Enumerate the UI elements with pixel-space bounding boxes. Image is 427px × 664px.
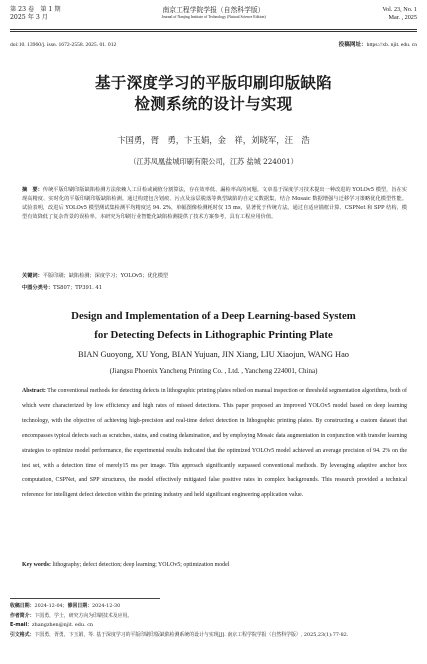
revised-label: 修回日期： <box>67 603 93 609</box>
title-cn-line1: 基于深度学习的平版印刷印版缺陷 <box>94 74 332 92</box>
running-header <box>10 6 417 28</box>
authors-en: BIAN Guoyong, XU Yong, BIAN Yujuan, JIN Xiang, LIU Xiaojun, WANG Hao <box>77 350 349 359</box>
footnote-author <box>10 612 415 622</box>
journal-name-en: Journal of Nanjing Institute of Technology (Natural Science Edition) <box>161 15 266 19</box>
volume-en: Vol. 23, No. 1 <box>382 6 417 13</box>
url-label: 投稿网址： <box>338 42 367 48</box>
url-value: https://xb. njit. edu. cn <box>366 42 417 48</box>
affiliation-cn: （江苏凤凰盐城印刷有限公司，江苏 盐城 224001） <box>129 157 298 166</box>
title-en-line1: Design and Implementation of a Deep Learning-based System <box>71 310 356 322</box>
email-label: E-mail： <box>10 622 33 629</box>
footnote <box>10 602 415 640</box>
author-bio: 卞国勇，学士，研究方向为印刷技术及应用。 <box>34 612 133 619</box>
received-label: 收稿日期： <box>10 603 35 609</box>
revised-date: 2024-12-30 <box>92 603 121 609</box>
title-en <box>0 307 427 345</box>
clc-label: 中图分类号： <box>22 285 54 291</box>
footnote-citation <box>10 631 415 641</box>
abstract-cn <box>22 186 407 222</box>
submission-url[interactable] <box>339 42 417 49</box>
citation-text: 卞国勇，胥勇，卞玉娟，等. 基于深度学习的平版印刷印版缺陷检测系统的设计与实现[J]. 南京工程学院学报（自然科学版）, 2025,23(1):77-82. <box>34 631 349 638</box>
received-date: 2024-12-04； <box>34 603 68 609</box>
date-cn: 2025 年 3 月 <box>10 14 48 21</box>
keywords-cn <box>22 272 407 280</box>
header-center <box>10 6 417 20</box>
affiliation-en: (Jiangsu Phoenix Yancheng Printing Co. , Ltd. , Yancheng 224001, China) <box>109 367 318 375</box>
authors-cn: 卞国勇，胥 勇，卞玉娟，金 祥，刘晓军，汪 浩 <box>117 135 310 145</box>
date-en: Mar. , 2025 <box>388 14 417 21</box>
footnote-dates <box>10 602 415 612</box>
keywords-en-text: lithography; defect detection; deep learning; YOLOv5; optimization model <box>50 562 230 568</box>
doi[interactable]: doi:10. 13960/j. issn. 1672-2558. 2025. 01. 012 <box>10 42 117 48</box>
volume-cn: 第 23 卷 第 1 期 <box>10 6 61 13</box>
keywords-en-label: Key words: <box>22 562 51 568</box>
abstract-en <box>22 384 407 503</box>
clc-number <box>22 284 407 292</box>
abstract-en-text: The conventional methods for detecting defects in lithographic printing plates relied on manual inspection or threshold segmentation algorithms, both of which were characterized by low efficiency and high rates of missed detections. This paper proposed an improved YOLOv5 model based on deep learning technology, with the objective of achieving high-precision and real-time defect detection in lithographic printing plates. By constructing a custom dataset that encompasses typical defects such as scratches, stains, and coating delamination, and by employing Mosaic data augmentation in conjunction with transfer learning strategies to optimize model performance, the experimental results indicated that the optimized YOLOv5 model achieved an average precision of 94. 2% on the test set, with a detection time of merely15 ms per image. This approach significantly surpassed conventional methods. By leveraging adaptive anchor box computation, CSPNet, and SPP structures, the model effectively mitigated false positive rates in complex backgrounds. This research provided a technical reference for intelligent defect detection within the printing industry and held significant engineering application value. <box>22 388 407 499</box>
header-rule-top <box>10 29 417 30</box>
title-cn <box>0 73 427 115</box>
title-cn-line2: 检测系统的设计与实现 <box>134 95 293 113</box>
clc-text: TS807；TP391. 41 <box>53 285 102 291</box>
email-address[interactable]: zhangzhen@njit. edu. cn <box>32 622 94 629</box>
footnote-rule <box>10 598 160 599</box>
header-rule-bottom <box>10 31 417 32</box>
footnote-email <box>10 621 415 631</box>
keywords-cn-text: 平版印刷；缺陷检测；深度学习；YOLOv5；优化模型 <box>42 273 169 279</box>
title-en-line2: for Detecting Defects in Lithographic Printing Plate <box>94 329 333 341</box>
author-bio-label: 作者简介： <box>10 612 35 619</box>
abstract-en-label: Abstract: <box>22 388 46 394</box>
keywords-en <box>22 561 407 570</box>
citation-label: 引文格式： <box>10 631 35 638</box>
abstract-cn-label: 摘 要： <box>22 187 43 193</box>
header-right <box>382 6 417 22</box>
journal-name-cn: 南京工程学院学报（自然科学版） <box>162 6 265 14</box>
keywords-cn-label: 关键词： <box>22 273 43 279</box>
abstract-cn-text: 传统平版印刷印版缺陷检测方法依赖人工目检或阈值分割算法，存在效率低、漏检率高的问题。文章基于深度学习技术提出一种改进的 YOLOv5 模型，旨在实现高精度、实时化的平版印刷印版缺陷检测。通过构建包含划痕、污点及涂层脱落等典型缺陷的自定义数据集，结合 Mosaic 数据增强与迁移学习策略优化模型性能。试验表明，改进后 YOLOv5 模型测试集检测平均精度达 94. 2%，单幅图像检测耗时仅 15 ms，显著优于传统方法。通过自适应锚框计算、CSPNet 和 SPP 结构，模型有效降低了复杂背景的误检率。本研究为印刷行业智能化缺陷检测提供了技术方案参考，具有工程应用价值。 <box>22 187 407 220</box>
